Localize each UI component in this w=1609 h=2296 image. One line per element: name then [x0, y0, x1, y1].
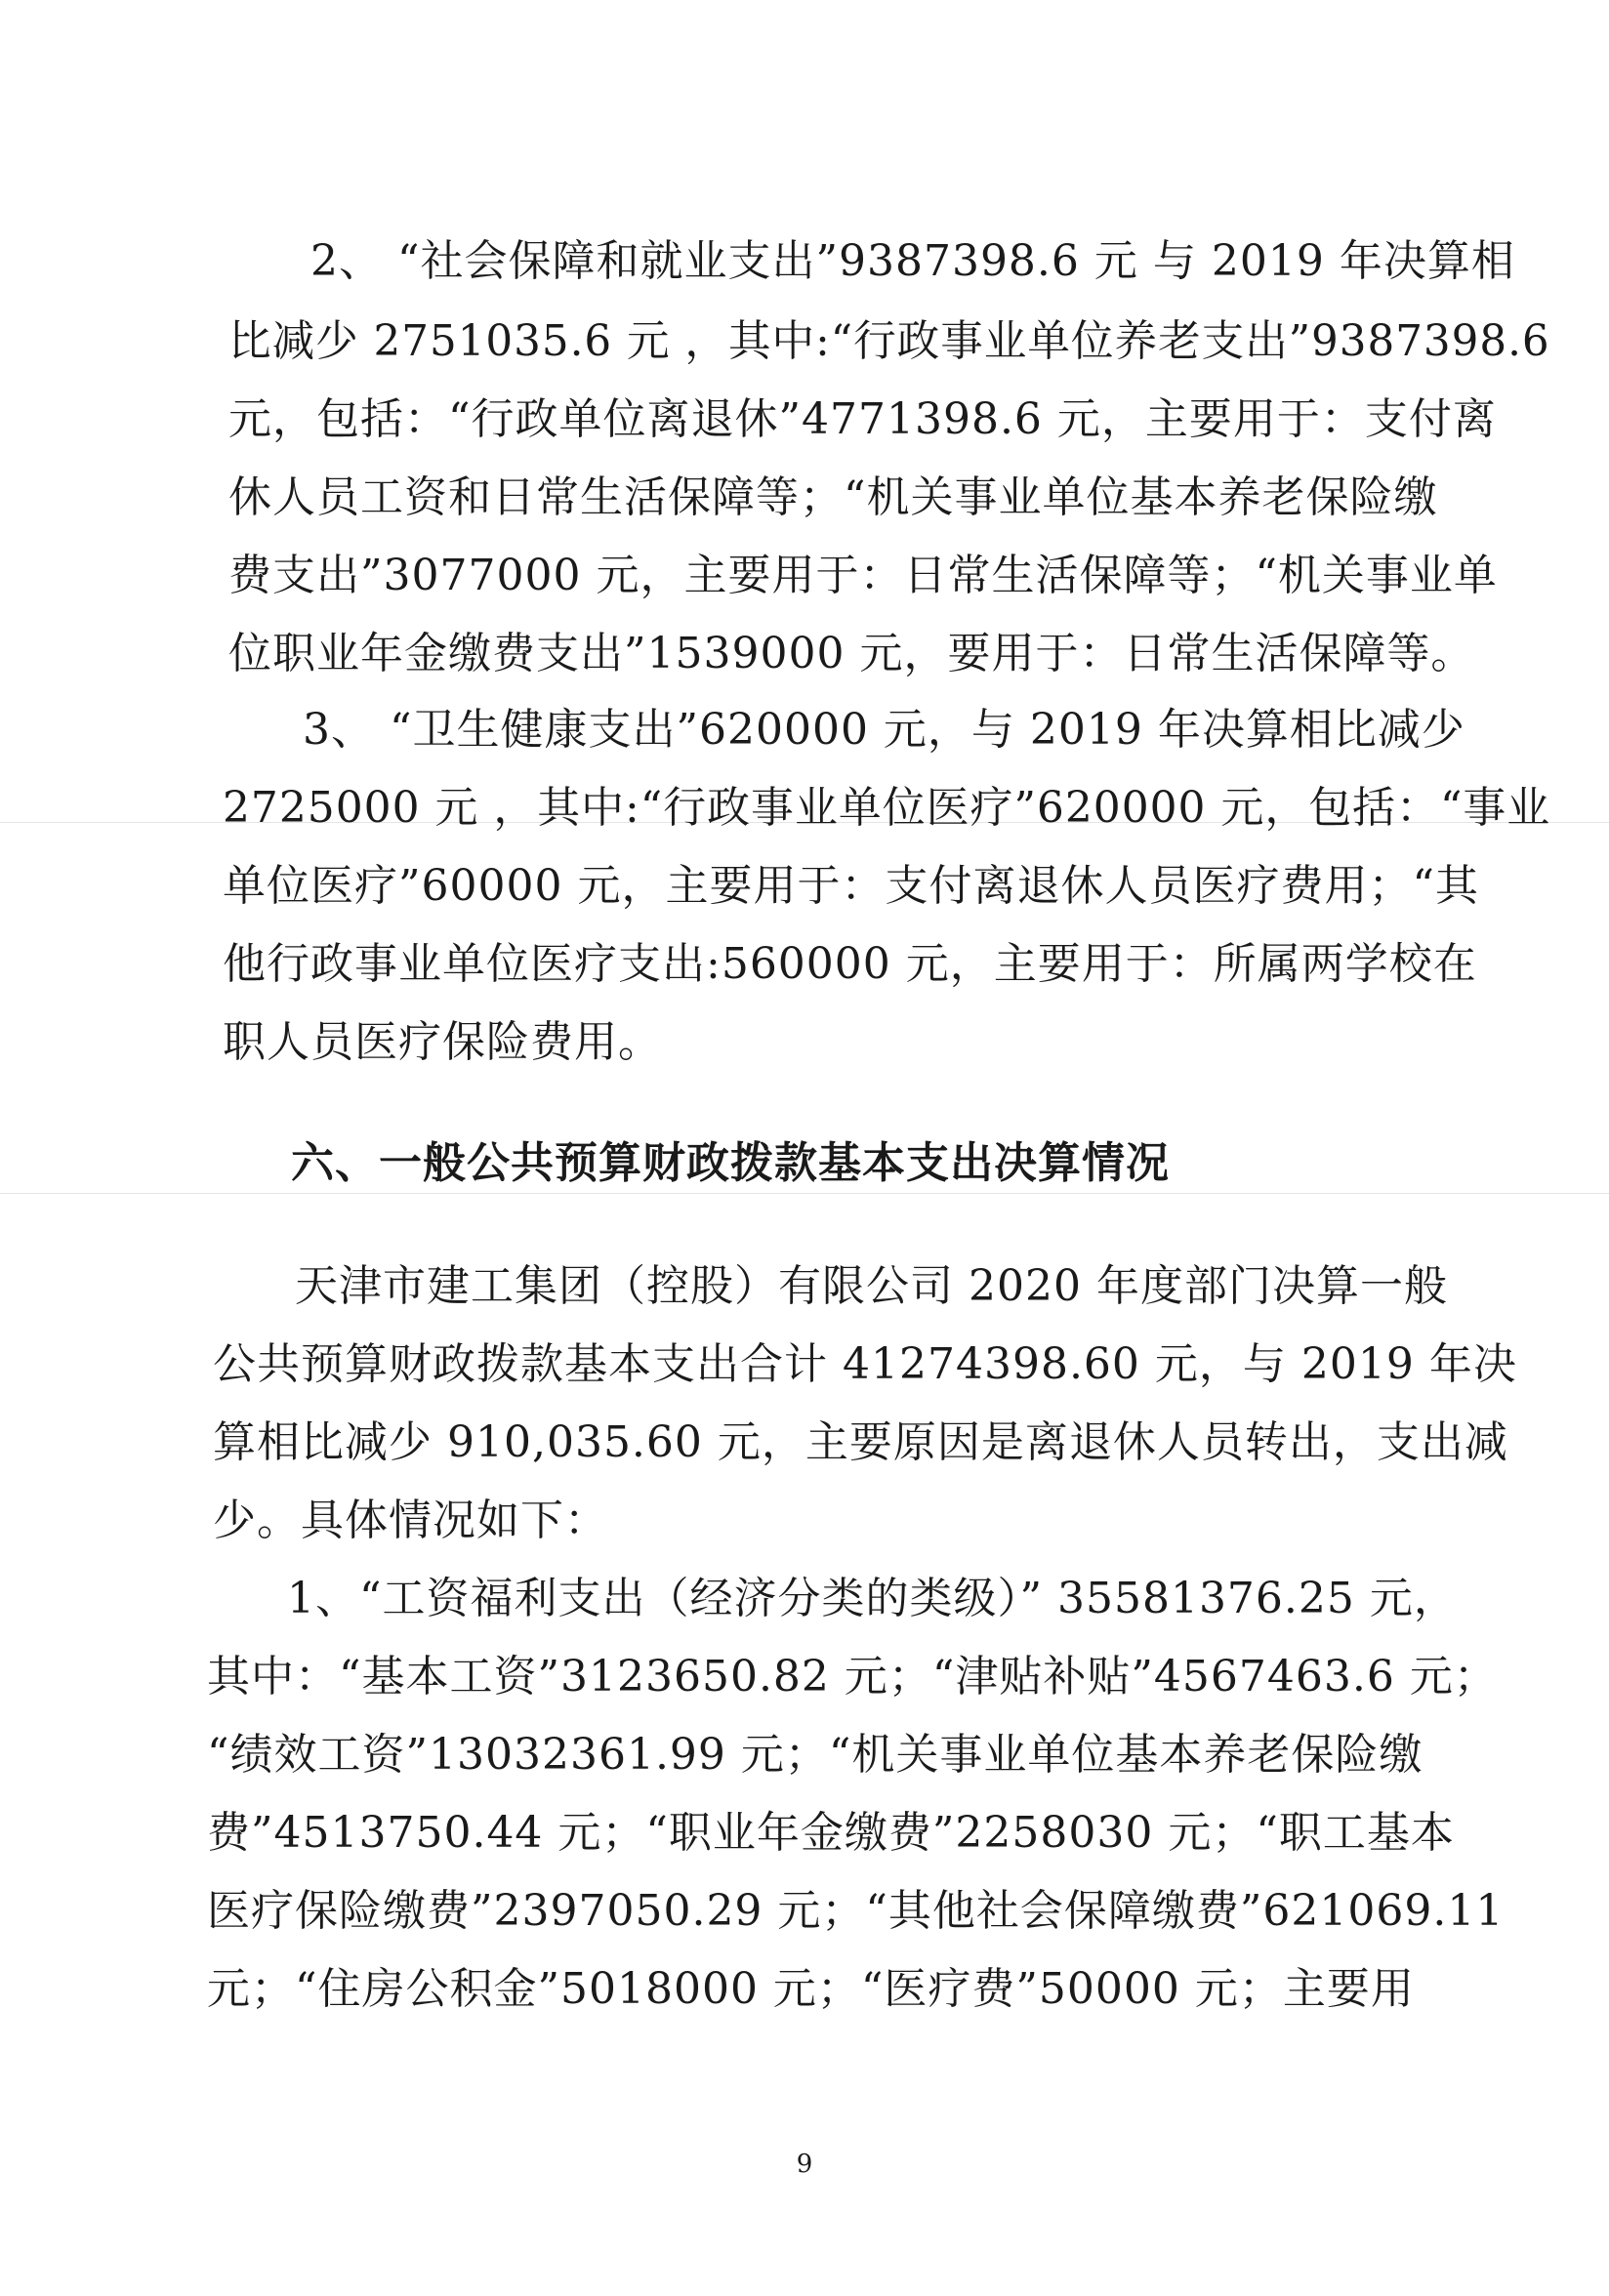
- text-line: 公共预算财政拨款基本支出合计 41274398.60 元，与 2019 年决: [213, 1339, 1517, 1389]
- text-line: 职人员医疗保险费用。: [223, 1017, 662, 1067]
- text-line: 少。具体情况如下：: [213, 1496, 608, 1545]
- section-heading: 六、一般公共预算财政拨款基本支出决算情况: [291, 1138, 1170, 1188]
- scan-artifact-line: [0, 1193, 1609, 1194]
- text-line: 比减少 2751035.6 元 ，其中:“行政事业单位养老支出”9387398.6: [228, 316, 1550, 366]
- text-line: 其中：“基本工资”3123650.82 元；“津贴补贴”4567463.6 元；: [207, 1652, 1498, 1702]
- text-line: 元；“住房公积金”5018000 元；“医疗费”50000 元；主要用: [207, 1964, 1415, 2014]
- text-line: 2725000 元 ，其中:“行政事业单位医疗”620000 元，包括：“事业: [223, 783, 1551, 833]
- text-line: 休人员工资和日常生活保障等；“机关事业单位基本养老保险缴: [228, 472, 1438, 522]
- text-line: 费”4513750.44 元；“职业年金缴费”2258030 元；“职工基本: [207, 1808, 1455, 1858]
- text-line: 3、 “卫生健康支出”620000 元，与 2019 年决算相比减少: [303, 705, 1465, 755]
- text-line: 费支出”3077000 元，主要用于：日常生活保障等；“机关事业单: [228, 551, 1498, 600]
- text-line: 2、 “社会保障和就业支出”9387398.6 元 与 2019 年决算相: [310, 236, 1515, 286]
- text-line: 天津市建工集团（控股）有限公司 2020 年度部门决算一般: [295, 1261, 1448, 1311]
- page-number: 9: [796, 2150, 813, 2179]
- text-line: 医疗保险缴费”2397050.29 元；“其他社会保障缴费”621069.11: [207, 1886, 1505, 1936]
- text-line: 他行政事业单位医疗支出:560000 元，主要用于：所属两学校在: [223, 939, 1477, 989]
- text-line: 单位医疗”60000 元，主要用于：支付离退休人员医疗费用；“其: [223, 861, 1479, 911]
- text-line: 位职业年金缴费支出”1539000 元，要用于：日常生活保障等。: [228, 629, 1475, 678]
- text-line: 算相比减少 910,035.60 元，主要原因是离退休人员转出，支出减: [213, 1417, 1508, 1467]
- text-line: 1、“工资福利支出（经济分类的类级）” 35581376.25 元，: [287, 1574, 1458, 1623]
- text-line: “绩效工资”13032361.99 元；“机关事业单位基本养老保险缴: [207, 1730, 1423, 1780]
- text-line: 元，包括：“行政单位离退休”4771398.6 元，主要用于：支付离: [228, 394, 1497, 444]
